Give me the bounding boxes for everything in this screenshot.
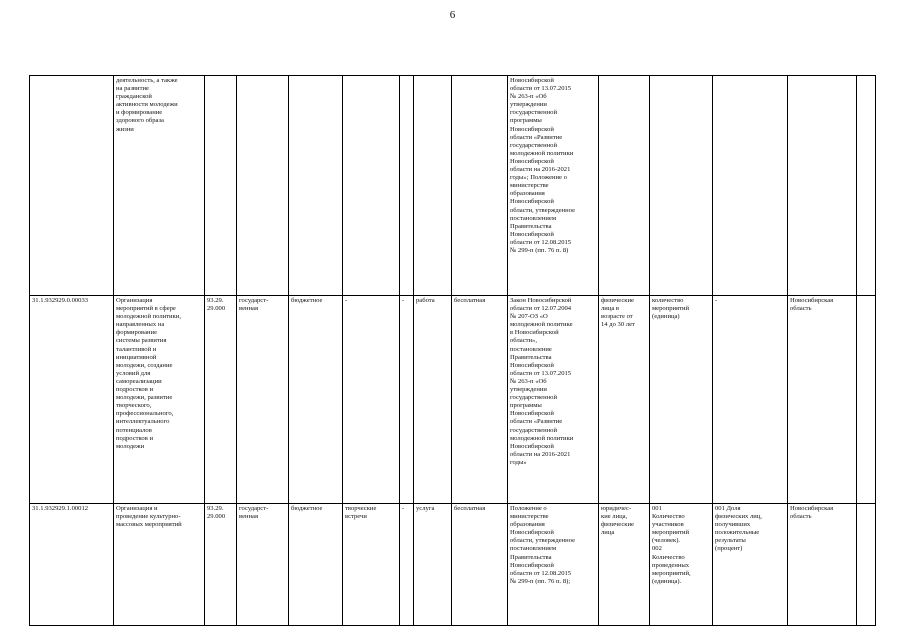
cell-code: 31.1.932929.1.00012: [30, 504, 114, 626]
cell-legal-basis: Положение о министерстве образования Новосибирской области, утвержденное постановлением Правительства Новосибирской области от 12.08.2015 № 299-п (пп. 76 п. 8);: [508, 504, 599, 626]
cell-quality-indicators: -: [713, 296, 788, 504]
cell-volume-indicators: [650, 76, 713, 296]
cell-payment: бесплатная: [452, 504, 508, 626]
cell-conditions: -: [400, 504, 414, 626]
cell-institution-type: [289, 76, 343, 296]
cell-code: [30, 76, 114, 296]
services-registry-table: [29, 75, 876, 626]
cell-empty: [857, 504, 876, 626]
cell-kind: [414, 76, 452, 296]
cell-content: творческие встречи: [343, 504, 400, 626]
cell-name: Организация мероприятий в сфере молодежной политики, направленных на формирование системы развития талантливой и инициативной молодежи, создание условий для самореализации подростков и молодежи, развитие творческого, профессионального, интеллектуального потенциалов подростков и молодежи: [114, 296, 205, 504]
cell-okved: 93.29. 29.000: [205, 504, 237, 626]
cell-institution-type: бюджетное: [289, 296, 343, 504]
cell-ownership: государст- венная: [237, 504, 289, 626]
cell-code: 31.1.932929.0.00033: [30, 296, 114, 504]
table-row: [30, 296, 876, 504]
table-row: [30, 76, 876, 296]
cell-kind: услуга: [414, 504, 452, 626]
cell-territory: Новосибирская область: [788, 504, 857, 626]
cell-quality-indicators: [713, 76, 788, 296]
cell-consumers: юридичес- кие лица, физические лица: [599, 504, 650, 626]
cell-volume-indicators: 001 Количество участников мероприятий (человек). 002 Количество проведенных мероприятий, (единица).: [650, 504, 713, 626]
cell-legal-basis: Новосибирской области от 13.07.2015 № 263-п «Об утверждении государственной программы Новосибирской области «Развитие государственной молодежной политики Новосибирской области на 2016-2021 годы»; Положение о министерстве образования Новосибирской области, утвержденное постановлением Правительства Новосибирской области от 12.08.2015 № 299-п (пп. 76 п. 8): [508, 76, 599, 296]
cell-kind: работа: [414, 296, 452, 504]
cell-empty: [857, 76, 876, 296]
cell-name: Организация и проведение культурно- массовых мероприятий: [114, 504, 205, 626]
cell-content: -: [343, 296, 400, 504]
cell-payment: [452, 76, 508, 296]
cell-empty: [857, 296, 876, 504]
cell-ownership: государст- венная: [237, 296, 289, 504]
cell-content: [343, 76, 400, 296]
cell-conditions: [400, 76, 414, 296]
cell-ownership: [237, 76, 289, 296]
cell-volume-indicators: количество мероприятий (единица): [650, 296, 713, 504]
cell-territory: [788, 76, 857, 296]
cell-territory: Новосибирская область: [788, 296, 857, 504]
cell-name: деятельность, а также на развитие гражданской активности молодежи и формирование здорового образа жизни: [114, 76, 205, 296]
cell-payment: бесплатная: [452, 296, 508, 504]
cell-institution-type: бюджетное: [289, 504, 343, 626]
cell-consumers: [599, 76, 650, 296]
page-number: 6: [449, 9, 456, 21]
cell-okved: [205, 76, 237, 296]
cell-okved: 93.29. 29.000: [205, 296, 237, 504]
cell-quality-indicators: 001 Доля физических лиц, получивших положительные результаты (процент): [713, 504, 788, 626]
cell-legal-basis: Закон Новосибирской области от 12.07.2004 № 207-ОЗ «О молодежной политике в Новосибирской области», постановление Правительства Новосибирской области от 13.07.2015 № 263-п «Об утверждении государственной программы Новосибирской области «Развитие государственной молодежной политики Новосибирской области на 2016-2021 годы»: [508, 296, 599, 504]
cell-conditions: -: [400, 296, 414, 504]
cell-consumers: физические лица в возрасте от 14 до 30 лет: [599, 296, 650, 504]
table-row: [30, 504, 876, 626]
